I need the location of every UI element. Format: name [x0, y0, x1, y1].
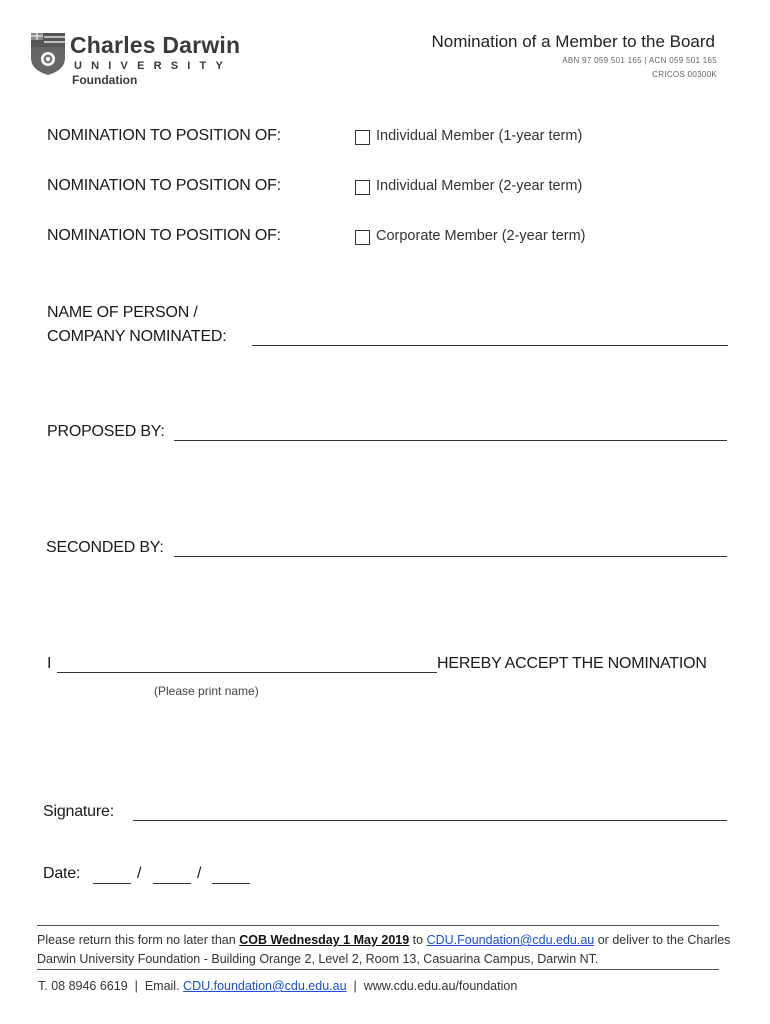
checkbox-individual-1yr[interactable]: [355, 130, 370, 145]
checkbox-corporate-2yr[interactable]: [355, 230, 370, 245]
date-month-line[interactable]: [153, 883, 191, 884]
contact-sep-2: |: [353, 979, 357, 993]
logo-name: Charles Darwin: [70, 32, 241, 58]
footer-rule-top: [37, 925, 719, 926]
seconded-by-label: SECONDED BY:: [46, 539, 164, 556]
date-label: Date:: [43, 865, 81, 882]
date-year-line[interactable]: [212, 883, 250, 884]
date-day-line[interactable]: [93, 883, 131, 884]
abn-acn: ABN 97 059 501 165 | ACN 059 501 165: [562, 56, 717, 65]
document-title: Nomination of a Member to the Board: [431, 32, 715, 51]
return-instructions: [37, 931, 737, 969]
email-label: Email.: [144, 979, 180, 993]
option-individual-1yr: Individual Member (1-year term): [376, 128, 583, 144]
delivery-address: or deliver to the Charles Darwin University Foundation - Building Orange 2, Level 2, Room 13, Casuarina Campus, Darwin NT.: [37, 933, 731, 966]
contact-sep-1: |: [134, 979, 138, 993]
cdu-foundation-logo: [30, 32, 255, 88]
accept-prefix: I: [47, 655, 52, 672]
nominee-label-line2: COMPANY NOMINATED:: [47, 328, 227, 345]
proposed-by-label: PROPOSED BY:: [47, 423, 165, 440]
option-corporate-2yr: Corporate Member (2-year term): [376, 228, 586, 244]
footer-rule-bottom: [37, 969, 719, 970]
option-individual-2yr: Individual Member (2-year term): [376, 178, 583, 194]
proposed-by-input-line[interactable]: [174, 440, 727, 441]
foundation-email-link[interactable]: CDU.Foundation@cdu.edu.au: [426, 933, 595, 947]
contact-line: [38, 979, 517, 993]
return-to: to: [412, 933, 424, 947]
nomination-label-3: NOMINATION TO POSITION OF:: [47, 227, 281, 244]
contact-email-link[interactable]: CDU.foundation@cdu.edu.au: [183, 979, 347, 993]
website: www.cdu.edu.au/foundation: [363, 979, 518, 993]
date-separator-2: /: [197, 865, 202, 882]
print-name-hint: (Please print name): [154, 684, 259, 698]
seconded-by-input-line[interactable]: [174, 556, 727, 557]
accept-suffix: HEREBY ACCEPT THE NOMINATION: [437, 655, 707, 672]
return-prefix: Please return this form no later than: [37, 933, 236, 947]
nomination-label-2: NOMINATION TO POSITION OF:: [47, 177, 281, 194]
signature-input-line[interactable]: [133, 820, 727, 821]
signature-label: Signature:: [43, 803, 114, 820]
logo-university: UNIVERSITY: [74, 60, 233, 72]
university-crest-icon: [30, 32, 66, 76]
logo-foundation: Foundation: [72, 73, 138, 87]
nominee-input-line[interactable]: [252, 345, 728, 346]
print-name-input-line[interactable]: [57, 672, 437, 673]
date-separator-1: /: [137, 865, 142, 882]
checkbox-individual-2yr[interactable]: [355, 180, 370, 195]
phone: T. 08 8946 6619: [38, 979, 128, 993]
deadline: COB Wednesday 1 May 2019: [239, 933, 410, 947]
nomination-label-1: NOMINATION TO POSITION OF:: [47, 127, 281, 144]
cricos-code: CRICOS 00300K: [652, 70, 717, 79]
nominee-label-line1: NAME OF PERSON /: [47, 304, 198, 321]
